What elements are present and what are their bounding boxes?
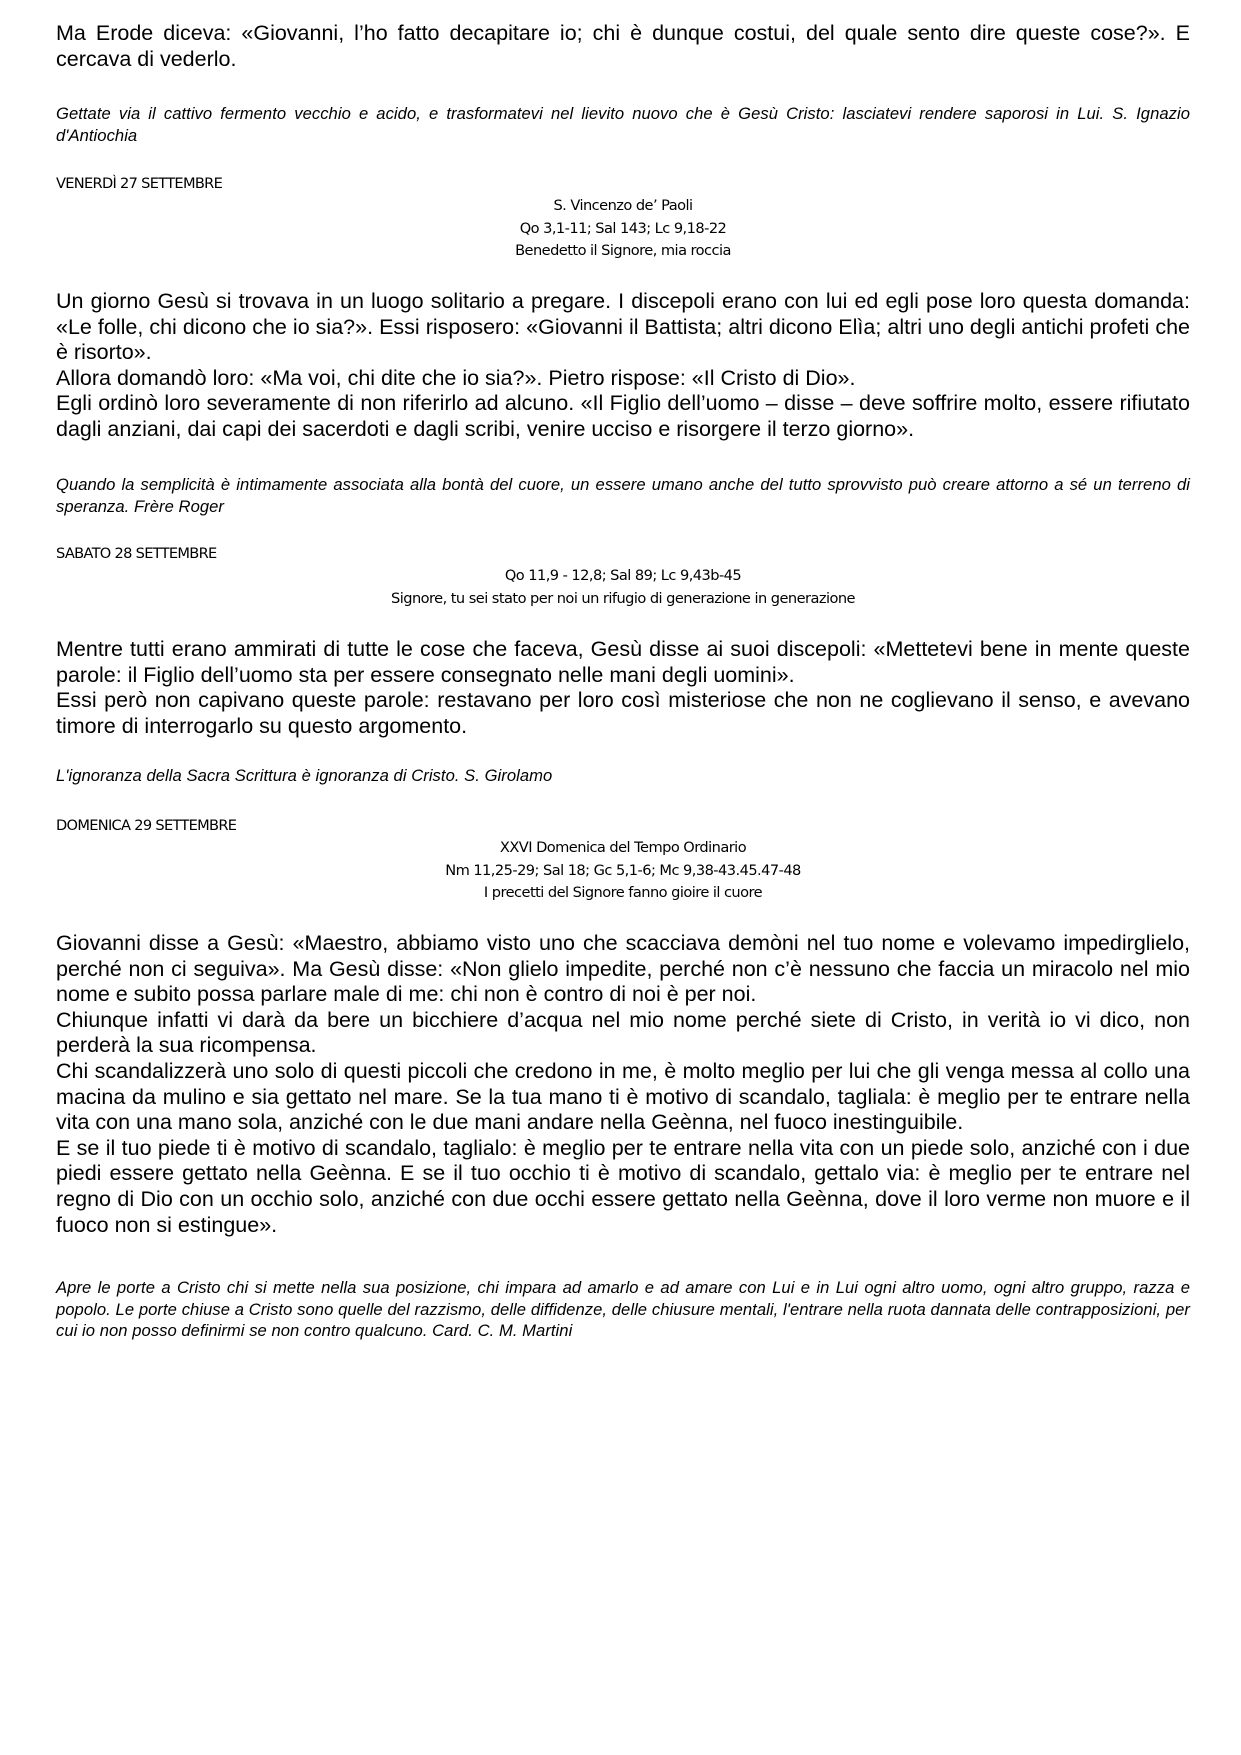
gospel-paragraph: Allora domandò loro: «Ma voi, chi dite che io sia?». Pietro rispose: «Il Cristo di Dio». [56,365,856,390]
gospel-passage [56,21,1190,72]
liturgy-info [56,565,1190,610]
psalm-refrain: Benedetto il Signore, mia roccia [515,242,731,259]
liturgy-info [56,195,1190,263]
liturgical-day: XXVI Domenica del Tempo Ordinario [499,839,747,856]
readings-reference: Qo 11,9 - 12,8; Sal 89; Lc 9,43b-45 [504,567,742,584]
readings-reference: Nm 11,25-29; Sal 18; Gc 5,1-6; Mc 9,38-43.45.47-48 [445,861,801,879]
gospel-paragraph: Egli ordinò loro severamente di non riferirlo ad alcuno. «Il Figlio dell’uomo – disse – deve soffrire molto, essere rifiutato dagli anziani, dai capi dei sacerdoti e dagli scribi, venire ucciso e risorgere il terzo giorno». [56,391,1190,441]
psalm-refrain: I precetti del Signore fanno gioire il cuore [483,884,763,901]
saint-of-day: S. Vincenzo de’ Paoli [553,197,693,214]
reflection-quote: Gettate via il cattivo fermento vecchio e acido, e trasformatevi nel lievito nuovo che è Gesù Cristo: lasciatevi rendere saporosi in Lui. S. Ignazio d'Antiochia [56,104,1190,145]
day-heading: SABATO 28 SETTEMBRE [56,545,217,562]
gospel-paragraph: Mentre tutti erano ammirati di tutte le cose che faceva, Gesù disse ai suoi discepoli: «Mettetevi bene in mente queste parole: il Figlio dell’uomo sta per essere consegnato nelle mani degli uomini». [56,637,1190,687]
gospel-paragraph: Essi però non capivano queste parole: restavano per loro così misteriose che non ne coglievano il senso, e avevano timore di interrogarlo su questo argomento. [56,688,1190,738]
psalm-refrain: Signore, tu sei stato per noi un rifugio di generazione in generazione [391,589,855,607]
readings-reference: Qo 3,1-11; Sal 143; Lc 9,18-22 [519,219,727,237]
liturgy-info [56,837,1190,905]
gospel-passage [56,931,1190,1238]
gospel-paragraph: Chiunque infatti vi darà da bere un bicchiere d’acqua nel mio nome perché siete di Cristo, in verità io vi dico, non perderà la sua ricompensa. [56,1007,1190,1058]
gospel-paragraph: Chi scandalizzerà uno solo di questi piccoli che credono in me, è molto meglio per lui che gli venga messa al collo una macina da mulino e sia gettato nel mare. Se la tua mano ti è motivo di scandalo, tagliala: è meglio per te entrare nella vita con una mano sola, anziché con le due mani andare nella Geènna, nel fuoco inestinguibile. [56,1058,1190,1135]
gospel-paragraph: E se il tuo piede ti è motivo di scandalo, taglialo: è meglio per te entrare nella vita con un piede solo, anziché con i due piedi essere gettato nella Geènna. E se il tuo occhio ti è motivo di scandalo, gettalo via: è meglio per te entrare nel regno di Dio con un occhio solo, anziché con due occhi essere gettato nella Geènna, dove il loro verme non muore e il fuoco non si estingue». [56,1135,1190,1237]
gospel-passage [56,289,1190,443]
gospel-paragraph: Ma Erode diceva: «Giovanni, l’ho fatto decapitare io; chi è dunque costui, del quale sento dire queste cose?». E cercava di vederlo. [56,21,1190,71]
gospel-passage [56,637,1190,739]
gospel-paragraph: Giovanni disse a Gesù: «Maestro, abbiamo visto uno che scacciava demòni nel tuo nome e volevamo impedirglielo, perché non ci seguiva». Ma Gesù disse: «Non glielo impedite, perché non c’è nessuno che faccia un miracolo nel mio nome e subito possa parlare male di me: chi non è contro di noi è per noi. [56,931,1190,1007]
reflection-quote: Apre le porte a Cristo chi si mette nella sua posizione, chi impara ad amarlo e ad amare con Lui e in Lui ogni altro uomo, ogni altro gruppo, razza e popolo. Le porte chiuse a Cristo sono quelle del razzismo, delle diffidenze, delle chiusure mentali, l'entrare nella ruota dannata delle contrapposizioni, per cui io non posso definirmi se non contro qualcuno. Card. C. M. Martini [56,1278,1190,1340]
reflection-quote: L'ignoranza della Sacra Scrittura è ignoranza di Cristo. S. Girolamo [56,766,553,785]
gospel-paragraph: Un giorno Gesù si trovava in un luogo solitario a pregare. I discepoli erano con lui ed egli pose loro questa domanda: «Le folle, chi dicono che io sia?». Essi risposero: «Giovanni il Battista; altri dicono Elìa; altri uno degli antichi profeti che è risorto». [56,289,1190,365]
reflection-quote: Quando la semplicità è intimamente associata alla bontà del cuore, un essere umano anche del tutto sprovvisto può creare attorno a sé un terreno di speranza. Frère Roger [56,475,1190,516]
day-heading: DOMENICA 29 SETTEMBRE [56,817,237,834]
day-heading: VENERDÌ 27 SETTEMBRE [56,175,223,192]
